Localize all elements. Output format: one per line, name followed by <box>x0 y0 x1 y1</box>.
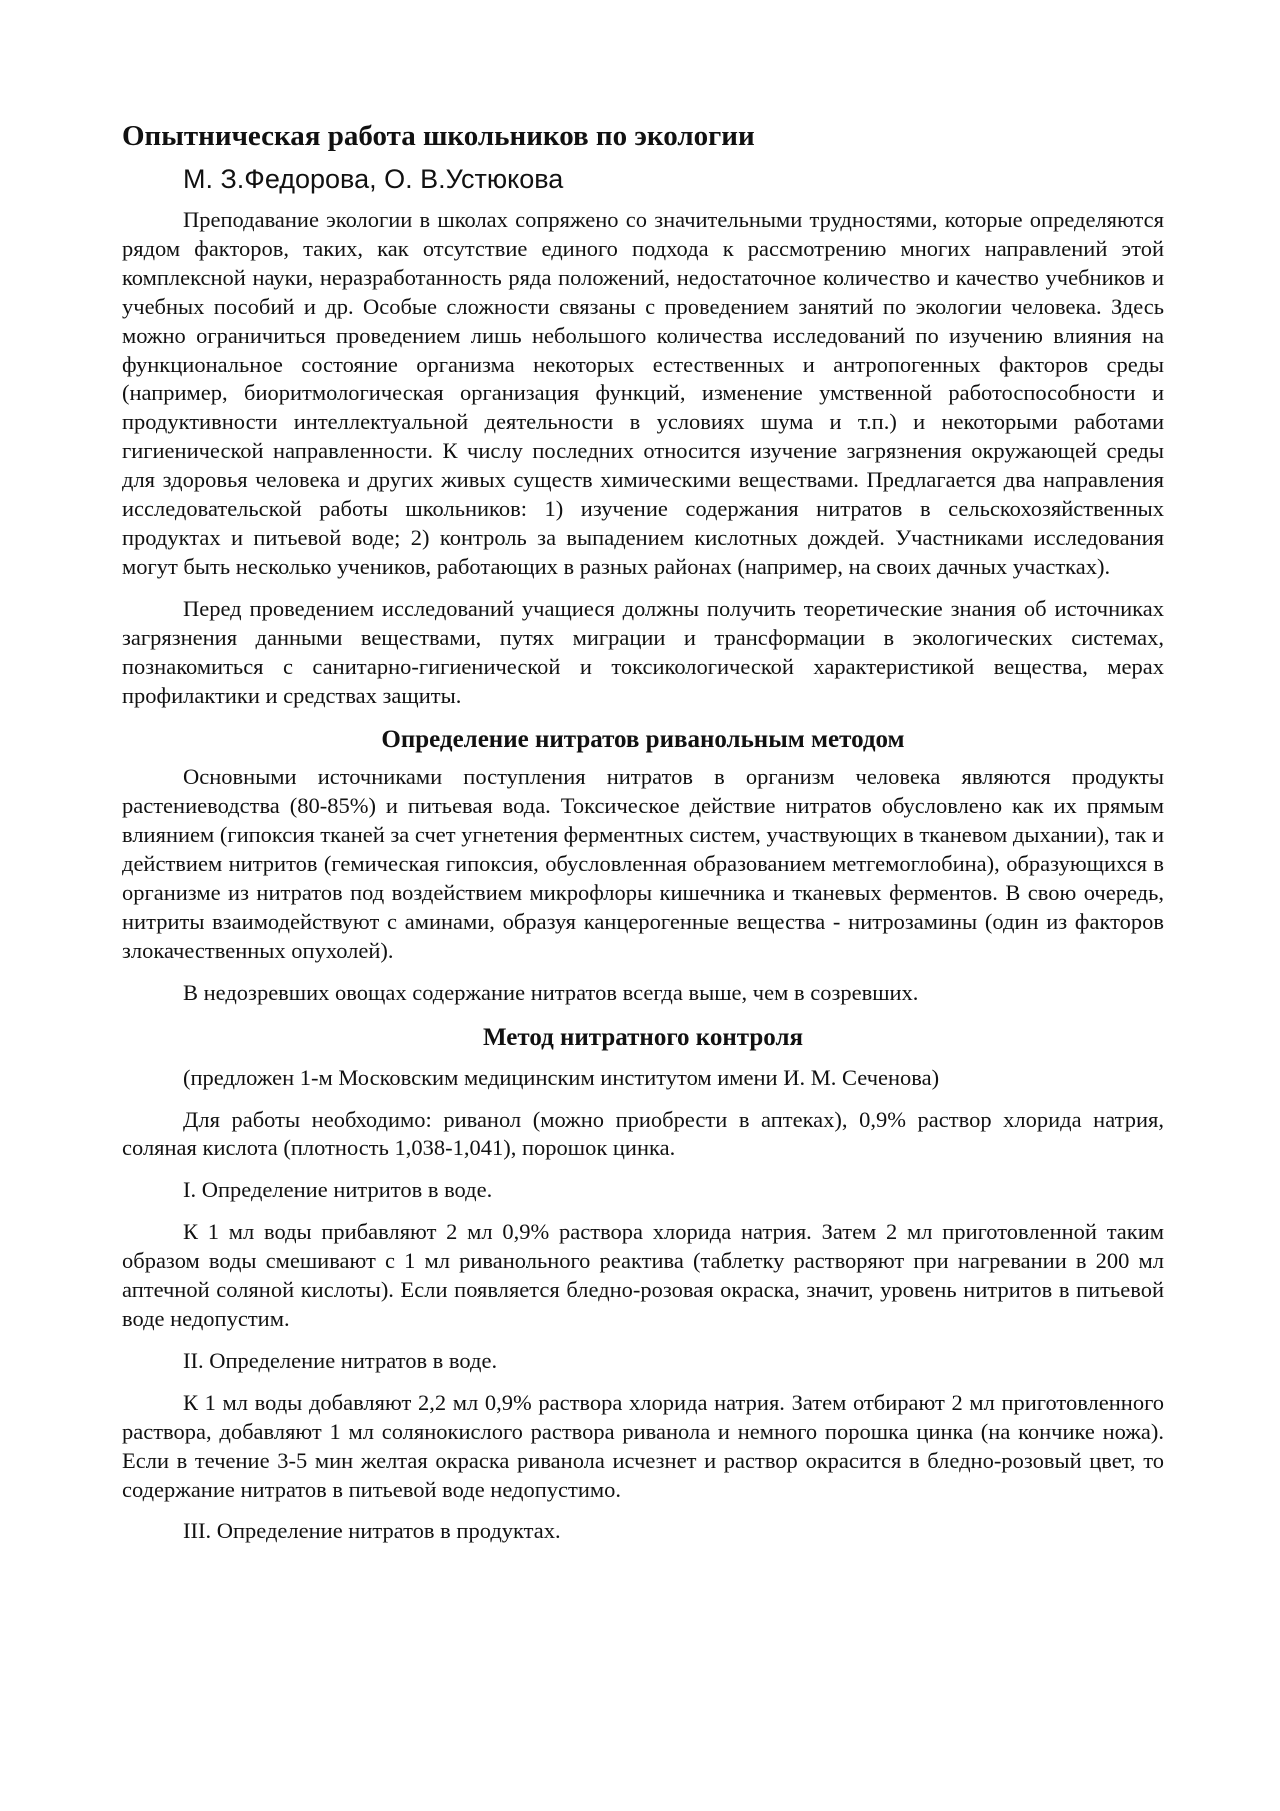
step-1-title: I. Определение нитритов в воде. <box>183 1177 493 1203</box>
section1-paragraph-1: Основными источниками поступления нитратов в организм человека являются продукты растениеводства (80-85%) и питьевая вода. Токсическое действие нитратов обусловлено как их прямым влиянием (гипоксия тканей за счет угнетения ферментных систем, участвующих в тканевом дыхании), так и действием нитритов (гемическая гипоксия, обусловленная образованием метгемоглобина), образующихся в организме из нитратов под воздействием микрофлоры кишечника и тканевых ферментов. В свою очередь, нитриты взаимодействуют с аминами, образуя канцерогенные вещества - нитрозамины (один из факторов злокачественных опухолей). <box>122 764 1164 963</box>
step-3-title: III. Определение нитратов в продуктах. <box>183 1518 561 1544</box>
materials-paragraph: Для работы необходимо: риванол (можно приобрести в аптеках), 0,9% раствор хлорида натрия, соляная кислота (плотность 1,038-1,041), порошок цинка. <box>122 1106 1164 1161</box>
intro-paragraph-1: Преподавание экологии в школах сопряжено со значительными трудностями, которые определяются рядом факторов, таких, как отсутствие единого подхода к рассмотрению многих направлений этой комплексной науки, неразработанность ряда положений, недостаточное количество и качество учебников и учебных пособий и др. Особые сложности связаны с проведением занятий по экологии человека. Здесь можно ограничиться проведением лишь небольшого количества исследований по изучению влияния на функциональное состояние организма некоторых естественных и антропогенных факторов среды (например, биоритмологическая организация функций, изменение умственной работоспособности и продуктивности интеллектуальной деятельности в условиях шума и т.п.) и некоторыми работами гигиенической направленности. К числу последних относится изучение загрязнения окружающей среды для здоровья человека и других живых существ химическими веществами. Предлагается два направления исследовательской работы школьников: 1) изучение содержания нитратов в сельскохозяйственных продуктах и питьевой воде; 2) контроль за выпадением кислотных дождей. Участниками исследования могут быть несколько учеников, работающих в разных районах (например, на своих дачных участках). <box>122 207 1164 579</box>
authors-line: М. З.Федорова, О. В.Устюкова <box>183 164 564 194</box>
document-title: Опытническая работа школьников по экологии <box>122 120 755 152</box>
step-1-description: К 1 мл воды прибавляют 2 мл 0,9% раствора хлорида натрия. Затем 2 мл приготовленной таким образом воды смешивают с 1 мл риванольного реактива (таблетку растворяют при нагревании в 200 мл аптечной соляной кислоты). Если появляется бледно-розовая окраска, значит, уровень нитритов в питьевой воде недопустим. <box>122 1219 1164 1331</box>
section1-paragraph-2: В недозревших овощах содержание нитратов всегда выше, чем в созревших. <box>183 979 919 1005</box>
section-heading-nitrate-control: Метод нитратного контроля <box>483 1023 803 1051</box>
step-2-title: II. Определение нитратов в воде. <box>183 1347 498 1373</box>
section-heading-rivanol-method: Определение нитратов риванольным методом <box>381 726 905 754</box>
method-origin-note: (предложен 1-м Московским медицинским институтом имени И. М. Сеченова) <box>183 1064 940 1090</box>
step-2-description: К 1 мл воды добавляют 2,2 мл 0,9% раствора хлорида натрия. Затем отбирают 2 мл приготовленного раствора, добавляют 1 мл солянокислого раствора риванола и немного порошка цинка (на кончике ножа). Если в течение 3-5 мин желтая окраска риванола исчезнет и раствор окрасится в бледно-розовый цвет, то содержание нитратов в питьевой воде недопустимо. <box>122 1389 1164 1502</box>
intro-paragraph-2: Перед проведением исследований учащиеся должны получить теоретические знания об источниках загрязнения данными веществами, путях миграции и трансформации в экологических системах, познакомиться с санитарно-гигиенической и токсикологической характеристикой вещества, мерах профилактики и средствах защиты. <box>122 595 1164 708</box>
document-page <box>122 118 1164 1559</box>
